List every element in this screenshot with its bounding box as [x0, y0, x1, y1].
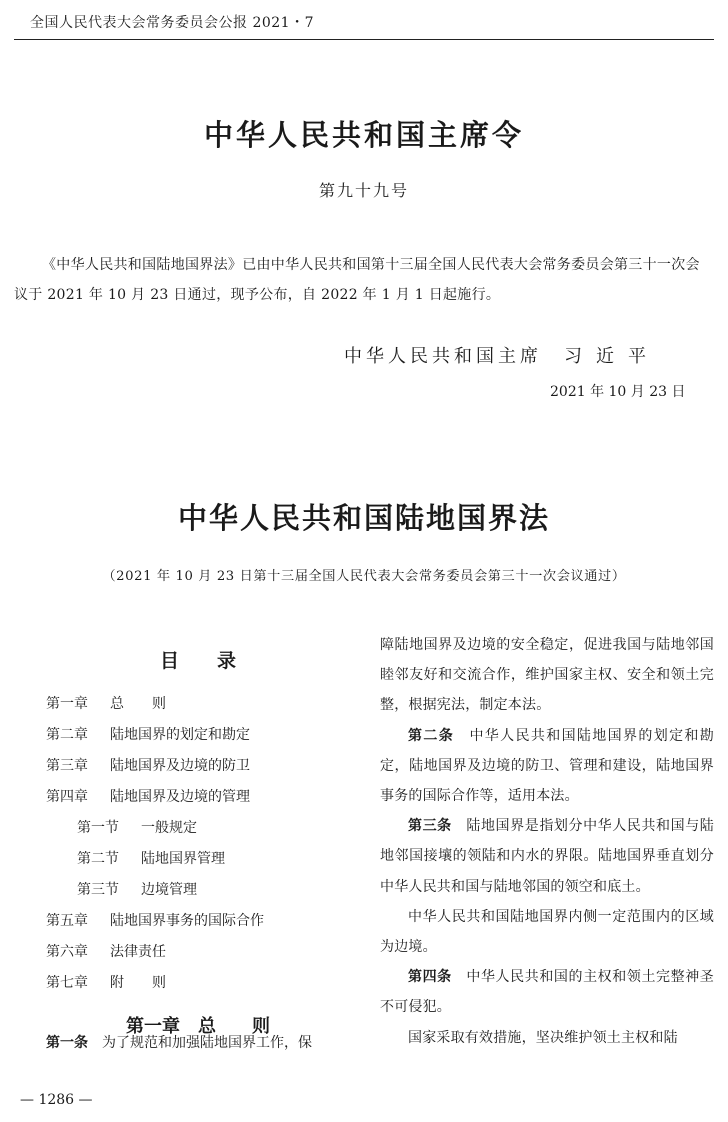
toc-item: [46, 937, 350, 968]
toc-item-number: 第三节: [77, 882, 119, 898]
article-text: 中华人民共和国陆地国界的划定和勘定，陆地国界及边境的防卫、管理和建设，陆地国界事务的国际合作等，适用本法。: [380, 727, 714, 805]
article-label: 第一条: [46, 1035, 88, 1051]
toc-item-number: 第四章: [46, 789, 88, 805]
law-adoption-note: （2021 年 10 月 23 日第十三届全国人民代表大会常务委员会第三十一次会议通过）: [102, 569, 626, 584]
article-text: 中华人民共和国的主权和领土完整神圣不可侵犯。: [380, 969, 714, 1016]
signatory-title: 中华人民共和国主席: [344, 346, 542, 367]
toc-item-label: 总 则: [110, 696, 166, 712]
order-body: [14, 250, 712, 310]
toc-item: [46, 875, 350, 906]
toc-item-number: 第三章: [46, 758, 88, 774]
header-rule: [14, 39, 714, 40]
toc-item: [46, 906, 350, 937]
order-date: 2021 年 10 月 23 日: [550, 384, 686, 400]
toc-item-label: 陆地国界及边境的管理: [110, 789, 250, 805]
right-column: [380, 630, 714, 1053]
toc-item-label: 陆地国界及边境的防卫: [110, 758, 250, 774]
toc-item: [46, 782, 350, 813]
toc-title: 目 录: [159, 650, 236, 672]
toc-item-number: 第一节: [77, 820, 119, 836]
article-label: 第二条: [408, 727, 455, 744]
toc-item-label: 边境管理: [141, 882, 197, 898]
toc-item: [46, 844, 350, 875]
article-label: 第四条: [408, 969, 452, 986]
article-text: 为了规范和加强陆地国界工作，保: [102, 1035, 312, 1051]
article-3: [380, 811, 714, 902]
toc-item-number: 第二章: [46, 727, 88, 743]
toc-item-number: 第二节: [77, 851, 119, 867]
signatory-name: 习近平: [564, 346, 660, 367]
article-3-paragraph-2: 中华人民共和国陆地国界内侧一定范围内的区域为边境。: [380, 908, 714, 956]
order-body-text: 《中华人民共和国陆地国界法》已由中华人民共和国第十三届全国人民代表大会常务委员会第三十一次会议于 2021 年 10 月 23 日通过，现予公布，自 2022 年 1 月 1 日起施行。: [14, 257, 700, 303]
toc-item-number: 第一章: [46, 696, 88, 712]
toc-item-label: 陆地国界管理: [141, 851, 225, 867]
toc-item-number: 第七章: [46, 975, 88, 991]
toc-item: [46, 751, 350, 782]
page-number: — 1286 —: [20, 1092, 93, 1108]
toc-item: [46, 813, 350, 844]
toc-item: [46, 968, 350, 999]
toc-item-label: 陆地国界的划定和勘定: [110, 727, 250, 743]
article-4: [380, 962, 714, 1022]
order-number: 第九十九号: [318, 181, 409, 200]
bulletin-header: 全国人民代表大会常务委员会公报 2021・7: [30, 15, 314, 31]
article-1-start: [46, 1030, 350, 1057]
table-of-contents: [46, 689, 350, 999]
article-label: 第三条: [408, 818, 452, 835]
president-signature-line: [344, 342, 660, 368]
law-title: 中华人民共和国陆地国界法: [177, 501, 550, 535]
toc-item-label: 法律责任: [110, 944, 166, 960]
article-text: 陆地国界是指划分中华人民共和国与陆地邻国接壤的领陆和内水的界限。陆地国界垂直划分中华人民共和国与陆地邻国的领空和底土。: [380, 818, 714, 895]
article-4-paragraph-2: 国家采取有效措施，坚决维护领土主权和陆: [408, 1029, 678, 1046]
article-2: [380, 721, 714, 812]
toc-item: [46, 720, 350, 751]
article-1-continuation: 障陆地国界及边境的安全稳定，促进我国与陆地邻国睦邻友好和交流合作，维护国家主权、安全和领土完整，根据宪法，制定本法。: [380, 637, 714, 714]
toc-item-number: 第五章: [46, 913, 88, 929]
order-title: 中华人民共和国主席令: [203, 118, 524, 152]
toc-item: [46, 689, 350, 720]
toc-item-number: 第六章: [46, 944, 88, 960]
toc-item-label: 一般规定: [141, 820, 197, 836]
chapter-title: 第一章 总 则: [126, 1016, 270, 1037]
toc-item-label: 附 则: [110, 975, 166, 991]
toc-item-label: 陆地国界事务的国际合作: [110, 913, 264, 929]
